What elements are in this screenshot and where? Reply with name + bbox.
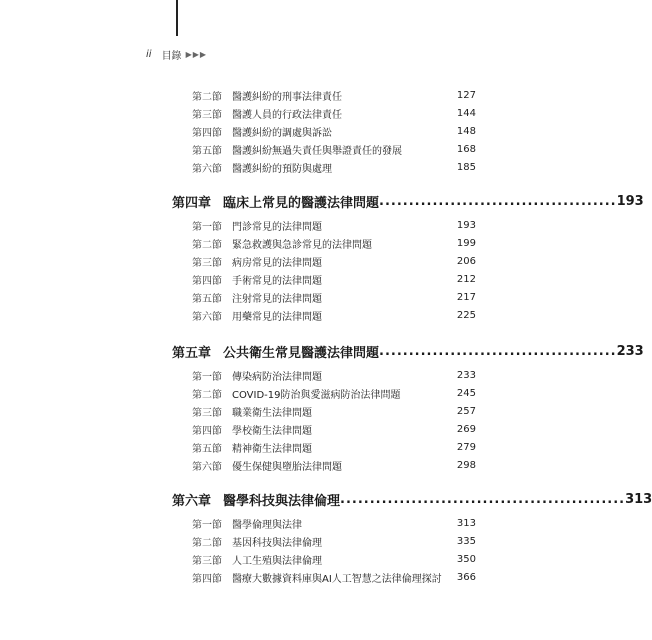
section-number: 第六節 [192,461,222,473]
section-title: COVID-19防治與愛滋病防治法律問題 [232,389,401,401]
chapter-number: 第四章 [172,195,212,211]
running-header [146,47,207,62]
toc-section-row[interactable] [192,385,476,401]
toc-section-row[interactable] [192,271,476,287]
section-page: 335 [456,535,476,547]
toc-section-row[interactable] [192,457,476,473]
section-title: 傳染病防治法律問題 [232,371,322,383]
section-number: 第四節 [192,127,222,139]
chapter-page: 233 [616,343,644,359]
toc-section-row[interactable] [192,253,476,269]
page-number-label: ii [146,49,152,60]
leader-dots: ........................................ [379,343,617,359]
section-number: 第二節 [192,91,222,103]
section-title: 人工生殖與法律倫理 [232,555,322,567]
chapter-title: 醫學科技與法律倫理 [223,493,341,509]
section-number: 第四節 [192,425,222,437]
toc-section-row[interactable] [192,141,476,157]
section-number: 第三節 [192,555,222,567]
section-number: 第一節 [192,221,222,233]
toc-section-row[interactable] [192,307,476,323]
section-page: 225 [456,309,476,321]
section-title: 醫護糾紛的刑事法律責任 [232,91,342,103]
section-title: 基因科技與法律倫理 [232,537,322,549]
section-title: 手術常見的法律問題 [232,275,322,287]
section-title: 醫護糾紛無過失責任與舉證責任的發展 [232,145,402,157]
section-page: 206 [456,255,476,267]
toc-section-row[interactable] [192,403,476,419]
section-page: 366 [456,571,476,583]
toc-section-row[interactable] [192,533,476,549]
section-title: 注射常見的法律問題 [232,293,322,305]
section-page: 168 [456,143,476,155]
section-number: 第三節 [192,109,222,121]
toc-section-row[interactable] [192,421,476,437]
chapter-page: 193 [616,193,644,209]
section-page: 245 [456,387,476,399]
section-page: 193 [456,219,476,231]
section-number: 第六節 [192,311,222,323]
section-number: 第二節 [192,537,222,549]
section-title: 優生保健與墮胎法律問題 [232,461,342,473]
toc-section-row[interactable] [192,105,476,121]
chapter-title: 公共衛生常見醫護法律問題 [223,345,380,361]
toc-section-row[interactable] [192,439,476,455]
section-title: 醫療大數據資料庫與AI人工智慧之法律倫理探討 [232,573,442,585]
section-title: 醫學倫理與法律 [232,519,302,531]
toc-section-row[interactable] [192,123,476,139]
section-number: 第二節 [192,389,222,401]
section-page: 279 [456,441,476,453]
toc-section-row[interactable] [192,235,476,251]
chapter-number: 第六章 [172,493,212,509]
leader-dots: ........................................ [379,193,617,209]
toc-section-row[interactable] [192,367,476,383]
page-edge-line [176,0,178,36]
section-page: 257 [456,405,476,417]
section-page: 350 [456,553,476,565]
section-page: 148 [456,125,476,137]
chapter-number: 第五章 [172,345,212,361]
section-number: 第三節 [192,407,222,419]
section-page: 233 [456,369,476,381]
section-page: 269 [456,423,476,435]
chapter-title: 臨床上常見的醫護法律問題 [223,195,380,211]
section-number: 第一節 [192,519,222,531]
section-number: 第四節 [192,275,222,287]
section-page: 127 [456,89,476,101]
section-title: 醫護人員的行政法律責任 [232,109,342,121]
section-number: 第六節 [192,163,222,175]
toc-section-row[interactable] [192,551,476,567]
toc-chapter-row[interactable] [172,341,644,361]
section-title: 醫護糾紛的預防與處理 [232,163,332,175]
toc-section-row[interactable] [192,569,476,585]
toc-section-row[interactable] [192,515,476,531]
chapter-page: 313 [625,491,652,507]
section-number: 第一節 [192,371,222,383]
section-page: 313 [456,517,476,529]
toc-section-row[interactable] [192,217,476,233]
section-title: 職業衛生法律問題 [232,407,312,419]
section-title: 門診常見的法律問題 [232,221,322,233]
section-title: 病房常見的法律問題 [232,257,322,269]
section-title: 學校衛生法律問題 [232,425,312,437]
section-page: 217 [456,291,476,303]
section-number: 第二節 [192,239,222,251]
leader-dots: ................................................ [340,491,626,507]
toc-section-row[interactable] [192,87,476,103]
header-title: 目錄 [161,51,182,62]
section-title: 精神衛生法律問題 [232,443,312,455]
section-page: 298 [456,459,476,471]
section-number: 第三節 [192,257,222,269]
toc-chapter-row[interactable] [172,191,644,211]
section-page: 144 [456,107,476,119]
section-page: 185 [456,161,476,173]
toc-chapter-row[interactable] [172,489,652,509]
section-page: 212 [456,273,476,285]
section-title: 緊急救護與急診常見的法律問題 [232,239,372,251]
section-title: 用藥常見的法律問題 [232,311,322,323]
toc-section-row[interactable] [192,159,476,175]
section-number: 第五節 [192,293,222,305]
section-number: 第四節 [192,573,222,585]
section-number: 第五節 [192,443,222,455]
toc-section-row[interactable] [192,289,476,305]
section-title: 醫護糾紛的調處與訴訟 [232,127,332,139]
header-arrows-icon: ▶▶▶ [185,50,208,59]
section-page: 199 [456,237,476,249]
section-number: 第五節 [192,145,222,157]
